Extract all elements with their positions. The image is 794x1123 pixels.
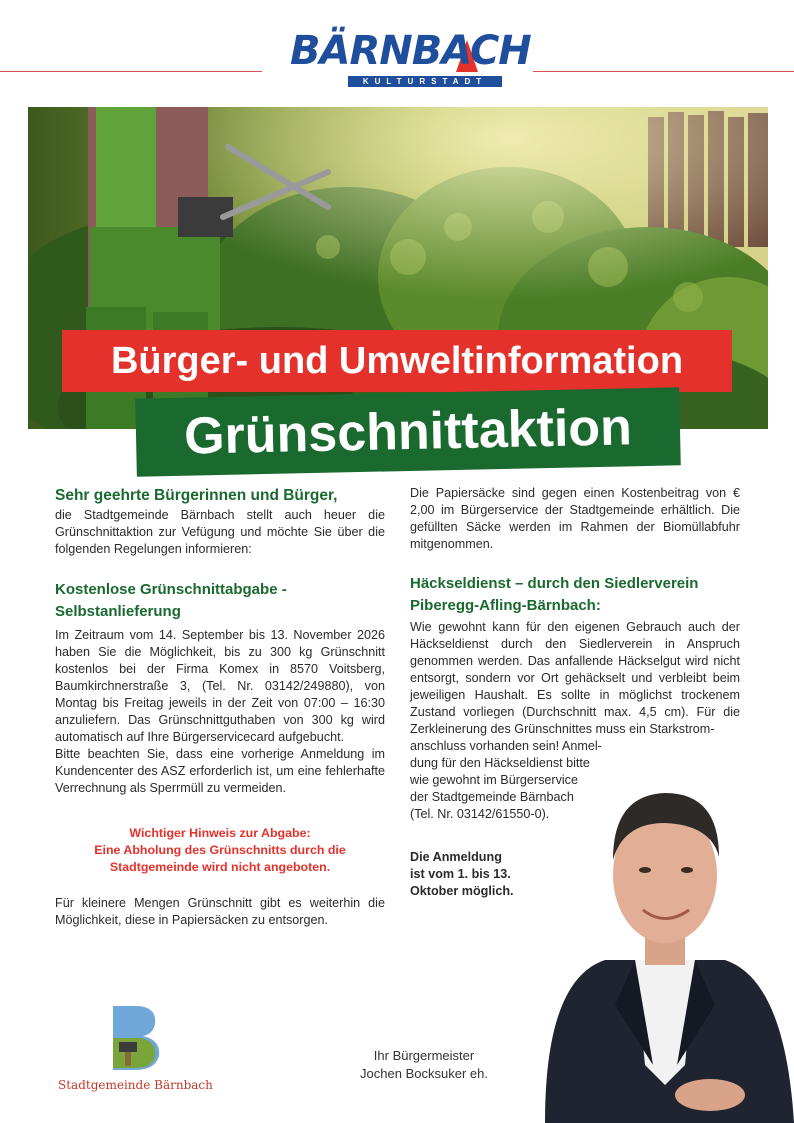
section2-line: anschluss vorhanden sein! Anmel- [410,739,602,753]
note-body: Eine Abholung des Grünschnitts durch die Stadtgemeinde wird nicht angeboten. [94,843,346,874]
logo-text: BÄRNBACH [290,28,531,74]
registration-line: ist vom 1. bis 13. [410,867,511,881]
important-note [55,825,385,876]
logo-subtitle: KULTURSTADT [348,76,502,87]
section2-paragraph1: Wie gewohnt kann für den eigenen Gebrauch auch der Häckseldienst durch den Siedlerverein in Anspruch genommen werden. Das anfallende Häckselgut wird nicht entsorgt, sondern vor Ort gehäckselt und verbleibt beim jeweiligen Haushalt. Es sollte in möglichst trockenem Zustand vorliegen (Durchschnitt max. 4,5 cm). Für die Zerkleinerung des Grünschnittes muss ein Starkstrom- [410,620,740,736]
section1-paragraph1: Im Zeitraum vom 14. September bis 13. November 2026 haben Sie die Möglichkeit, bis zu 300 kg Grünschnitt kostenlos bei der Firma Komex in 8570 Voitsberg, Baumkirchnerstraße 3, (Tel. Nr. 03142/249880), von Montag bis Freitag jeweils in der Zeit von 07:00 – 16:30 anzuliefern. Das Grünschnittguthaben von 300 kg wird automatisch auf Ihre Bürgerservicecard aufgebucht. [55,628,385,744]
banner-title-green: Grünschnittaktion [135,387,681,476]
section2-line: der Stadtgemeinde Bärnbach [410,790,574,804]
signature-name: Jochen Bocksuker eh. [360,1066,488,1081]
section2-heading: Häckseldienst – durch den Siedlerverein Piberegg-Afling-Bärnbach: [410,575,699,614]
town-emblem-icon [105,1002,163,1072]
section1-heading: Kostenlose Grünschnittabgabe - Selbstanlieferung [55,581,287,620]
signature-title: Ihr Bürgermeister [373,1048,475,1063]
signature-block [340,1047,508,1083]
greeting-heading: Sehr geehrte Bürgerinnen und Bürger, [55,487,338,504]
section2-line: dung für den Häckseldienst bitte [410,756,590,770]
registration-line: Die Anmeldung [410,850,502,864]
section1-paragraph2: Bitte beachten Sie, dass eine vorherige Anmeldung im Kundencenter des ASZ erforderlich ist, um eine fehlerhafte Verrechnung als Sperrmüll zu vermeiden. [55,747,385,795]
registration-line: Oktober möglich. [410,884,514,898]
paper-bags-text: Die Papiersäcke sind gegen einen Kostenbeitrag von € 2,00 im Bürgerservice der Stadtgemeinde erhältlich. Die gefüllten Säcke werden im Rahmen der Biomüllabfuhr mitgenommen. [410,486,740,551]
small-amounts-text: Für kleinere Mengen Grünschnitt gibt es weiterhin die Möglichkeit, diese in Papiersäcken zu entsorgen. [55,896,385,927]
mayor-portrait [535,765,794,1123]
section2-line: wie gewohnt im Bürgerservice [410,773,578,787]
town-name: Stadtgemeinde Bärnbach [58,1078,213,1092]
intro-text: die Stadtgemeinde Bärnbach stellt auch heuer die Grünschnittaktion zur Vefügung und möchte Sie über die folgenden Regelungen informieren: [55,508,385,556]
left-column [55,485,385,929]
city-logo [290,28,531,94]
section2-line: (Tel. Nr. 03142/61550-0). [410,807,550,821]
note-title: Wichtiger Hinweis zur Abgabe: [129,826,311,840]
header-rule-left [0,71,262,72]
banner-title-red: Bürger- und Umweltinformation [62,330,732,392]
header-rule-right [533,71,794,72]
